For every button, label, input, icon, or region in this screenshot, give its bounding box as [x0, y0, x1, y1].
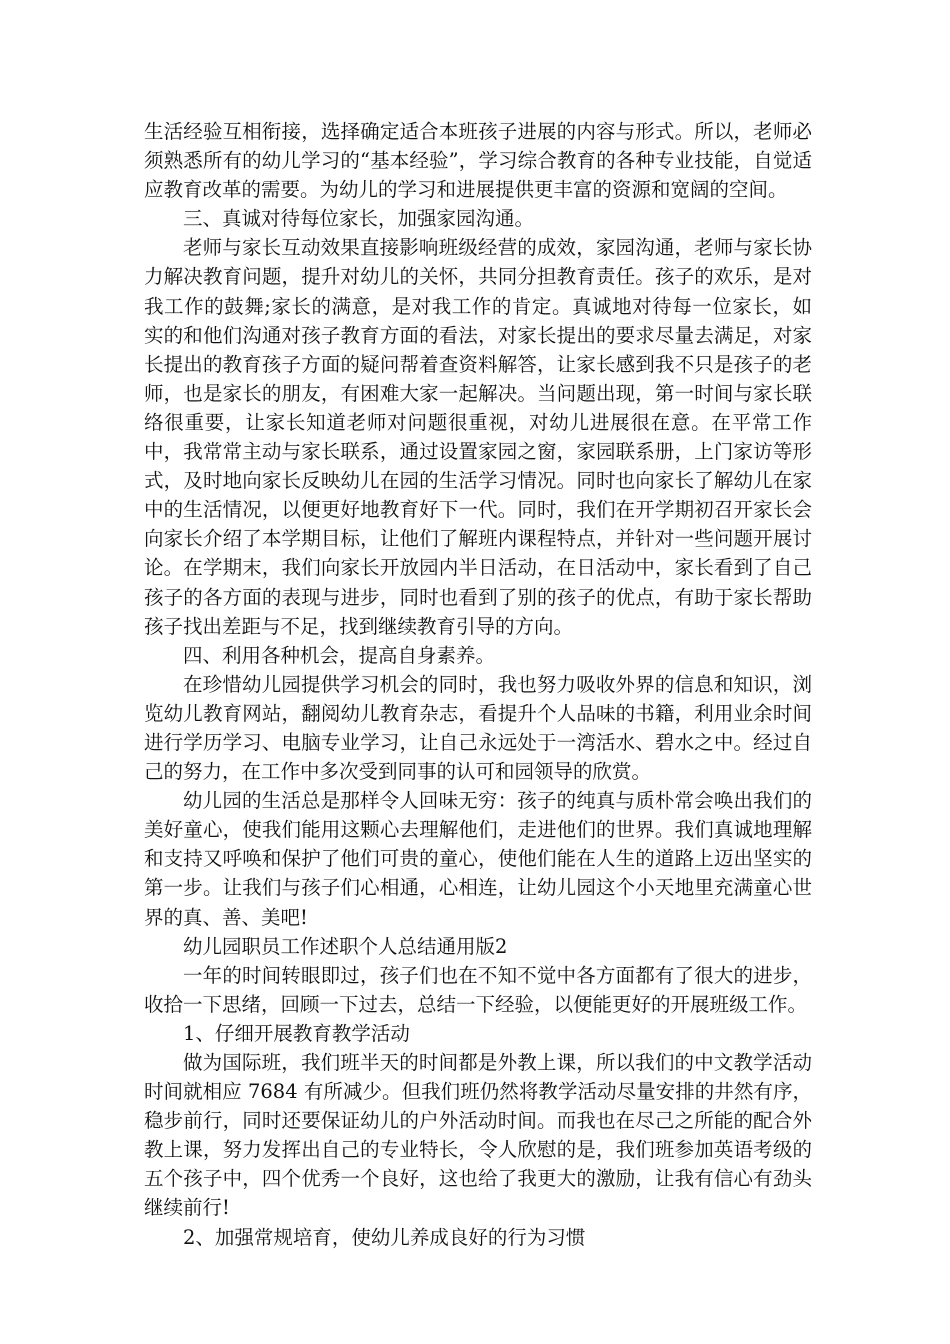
document-subtitle: 幼儿园职员工作述职个人总结通用版2 — [183, 934, 508, 958]
section-heading: 三、真诚对待每位家长，加强家园沟通。 — [183, 207, 535, 231]
body-paragraph: 做为国际班，我们班半天的时间都是外教上课，所以我们的中文教学活动时间就相应 7684 有所减少。但我们班仍然将教学活动尽量安排的井然有序，稳步前行，同时还要保证幼儿的户外活动时间。而我也在尽己之所能的配合外教上课，努力发挥出自己的专业特长，令人欣慰的是，我们班参加英语考级的五个孩子中，四个优秀一个良好，这也给了我更大的激励，让我有信心有劲头继续前行! — [144, 1051, 812, 1220]
body-paragraph: 老师与家长互动效果直接影响班级经营的成效，家园沟通，老师与家长协力解决教育问题，提升对幼儿的关怀，共同分担教育责任。孩子的欢乐，是对我工作的鼓舞;家长的满意，是对我工作的肯定。真诚地对待每一位家长，如实的和他们沟通对孩子教育方面的看法，对家长提出的要求尽量去满足，对家长提出的教育孩子方面的疑问帮着查资料解答，让家长感到我不只是孩子的老师，也是家长的朋友，有困难大家一起解决。当问题出现，第一时间与家长联络很重要，让家长知道老师对问题很重视，对幼儿进展很在意。在平常工作中，我常常主动与家长联系，通过设置家园之窗，家园联系册，上门家访等形式，及时地向家长反映幼儿在园的生活学习情况。同时也向家长了解幼儿在家中的生活情况，以便更好地教育好下一代。同时，我们在开学期初召开家长会向家长介绍了本学期目标，让他们了解班内课程特点，并针对一些问题开展讨论。在学期末，我们向家长开放园内半日活动，在日活动中，家长看到了自己孩子的各方面的表现与进步，同时也看到了别的孩子的优点，有助于家长帮助孩子找出差距与不足，找到继续教育引导的方向。 — [144, 236, 812, 638]
body-paragraph: 生活经验互相衔接，选择确定适合本班孩子进展的内容与形式。所以，老师必须熟悉所有的幼儿学习的“基本经验”，学习综合教育的各种专业技能，自觉适应教育改革的需要。为幼儿的学习和进展提供更丰富的资源和宽阔的空间。 — [144, 120, 812, 202]
section-heading: 1、仔细开展教育教学活动 — [183, 1021, 410, 1045]
document-page — [144, 117, 812, 1252]
body-paragraph: 在珍惜幼儿园提供学习机会的同时，我也努力吸收外界的信息和知识，浏览幼儿教育网站，翻阅幼儿教育杂志，看提升个人品味的书籍，利用业余时间进行学历学习、电脑专业学习，让自己永远处于一湾活水、碧水之中。经过自己的努力，在工作中多次受到同事的认可和园领导的欣赏。 — [144, 672, 812, 784]
section-heading: 2、加强常规培育，使幼儿养成良好的行为习惯 — [183, 1225, 586, 1249]
body-paragraph: 幼儿园的生活总是那样令人回味无穷：孩子的纯真与质朴常会唤出我们的美好童心，使我们能用这颗心去理解他们，走进他们的世界。我们真诚地理解和支持又呼唤和保护了他们可贵的童心，使他们能在人生的道路上迈出坚实的第一步。让我们与孩子们心相通，心相连，让幼儿园这个小天地里充满童心世界的真、善、美吧! — [144, 789, 812, 929]
body-paragraph: 一年的时间转眼即过，孩子们也在不知不觉中各方面都有了很大的进步，收拾一下思绪，回顾一下过去，总结一下经验，以便能更好的开展班级工作。 — [144, 963, 812, 1016]
section-heading: 四、利用各种机会，提高自身素养。 — [183, 643, 496, 667]
